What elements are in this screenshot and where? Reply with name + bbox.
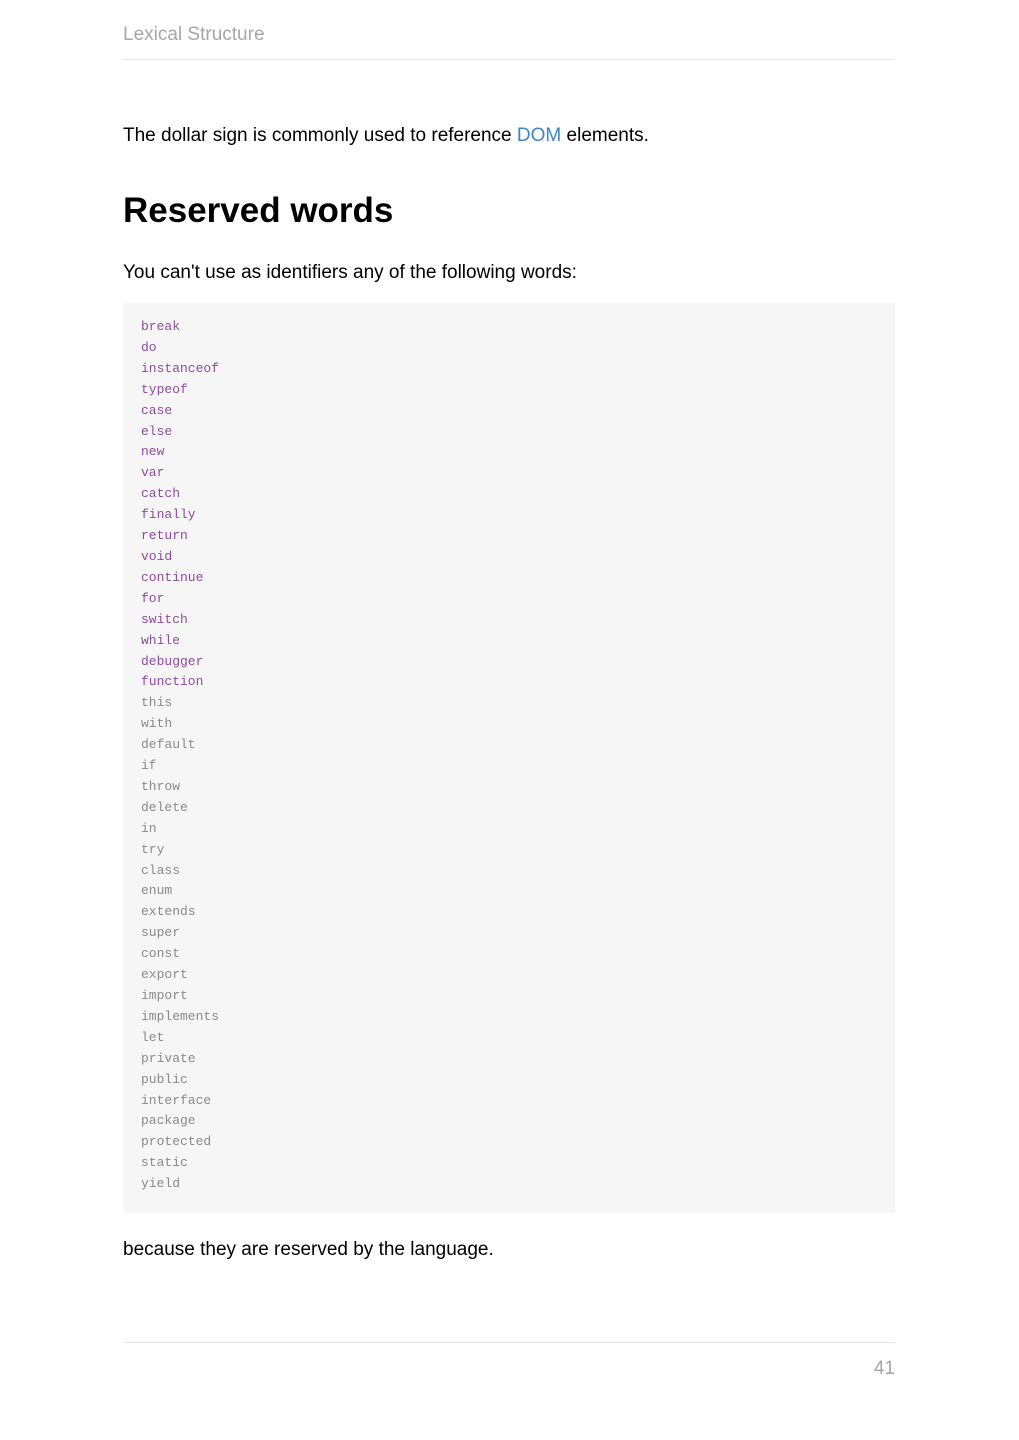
code-line: continue [141, 569, 204, 585]
code-line: if [141, 758, 157, 774]
code-line: instanceof [141, 360, 220, 376]
dom-link[interactable]: DOM [516, 125, 562, 146]
code-line: debugger [141, 653, 204, 669]
code-line: public [141, 1071, 188, 1087]
code-line: catch [141, 486, 181, 502]
code-line: with [141, 716, 173, 732]
code-line: return [141, 528, 188, 544]
code-line: let [141, 1029, 165, 1045]
page-number: 41 [873, 1358, 895, 1379]
code-line: default [141, 737, 196, 753]
code-line: package [141, 1113, 196, 1129]
code-line: delete [141, 799, 188, 815]
code-line: finally [141, 507, 196, 523]
code-line: protected [141, 1134, 212, 1150]
code-line: while [141, 632, 181, 648]
code-line: try [141, 841, 165, 857]
page-header [123, 22, 895, 60]
code-line: do [141, 339, 157, 355]
code-line: static [141, 1155, 188, 1171]
code-line: break [141, 319, 181, 334]
code-line: implements [141, 1008, 220, 1024]
section-heading: Reserved words [123, 191, 394, 230]
intro-paragraph [123, 123, 649, 149]
code-line: private [141, 1050, 196, 1066]
code-line: case [141, 402, 173, 418]
lead-paragraph: You can't use as identifiers any of the following words: [123, 262, 577, 283]
code-line: class [141, 862, 181, 878]
code-line: function [141, 674, 204, 690]
code-line: throw [141, 778, 181, 794]
code-line: new [141, 444, 165, 460]
code-line: const [141, 946, 181, 962]
running-title: Lexical Structure [123, 24, 265, 45]
page-footer [123, 1342, 895, 1383]
code-line: interface [141, 1092, 212, 1108]
code-lines [141, 317, 219, 1195]
intro-text-after: elements. [561, 125, 649, 146]
code-line: for [141, 590, 165, 606]
intro-text-before: The dollar sign is commonly used to reference [123, 125, 517, 146]
code-line: yield [141, 1176, 181, 1192]
code-line: var [141, 465, 165, 481]
code-line: import [141, 988, 188, 1003]
code-block [123, 303, 895, 1213]
code-line: this [141, 695, 173, 711]
code-line: switch [141, 611, 188, 627]
code-line: enum [141, 883, 173, 899]
code-line: extends [141, 904, 196, 920]
code-line: export [141, 967, 188, 983]
code-line: in [141, 820, 157, 836]
code-line: else [141, 423, 173, 439]
code-line: super [141, 925, 181, 941]
code-line: typeof [141, 381, 188, 397]
outro-paragraph: because they are reserved by the language. [123, 1239, 494, 1260]
code-line: void [141, 548, 173, 564]
